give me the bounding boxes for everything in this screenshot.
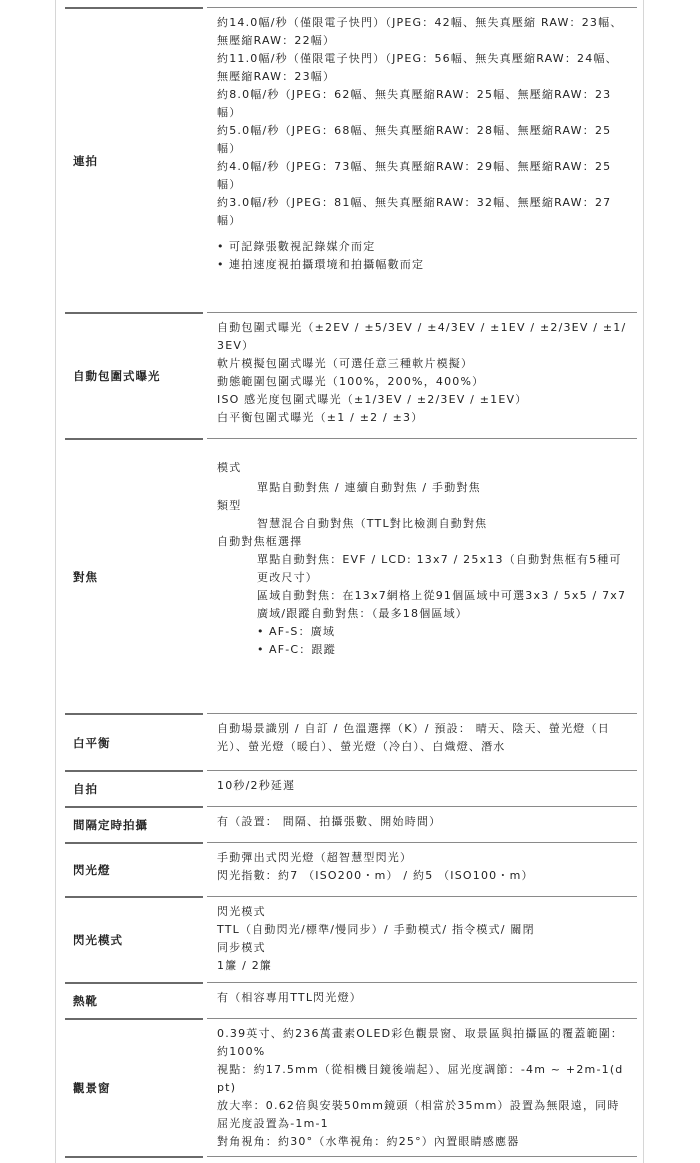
spec-line: ISO 感光度包圍式曝光（±1/3EV / ±2/3EV / ±1EV）: [217, 393, 528, 406]
spec-line: 1簾 / 2簾: [217, 959, 273, 972]
spec-row-focus: [65, 438, 637, 713]
spec-value: [207, 770, 637, 806]
spec-line: TTL（自動閃光/標準/慢同步）/ 手動模式/ 指令模式/ 關閉: [217, 923, 535, 936]
bullet-icon: •: [217, 258, 225, 271]
focus-mode-value: 單點自動對焦 / 連續自動對焦 / 手動對焦: [257, 481, 481, 494]
spec-row-flash-mode: [65, 896, 637, 982]
spec-line: 有（設置： 間隔、拍攝張數、開始時間）: [217, 815, 442, 828]
spec-line: 自動包圍式曝光（±2EV / ±5/3EV / ±4/3EV / ±1EV / ±2/3EV / ±1/3EV）: [217, 321, 627, 352]
spec-line: 閃光指數：約7 （ISO200・m） / 約5 （ISO100・m）: [217, 869, 534, 882]
note-item: • 可記錄張數視記錄媒介而定: [217, 238, 629, 256]
bullet-icon: •: [257, 643, 265, 656]
spec-line: 有（相容專用TTL閃光燈）: [217, 991, 362, 1004]
spec-value: [207, 713, 637, 770]
spec-value: [207, 438, 637, 713]
spec-line: 動態範圍包圍式曝光（100%，200%，400%）: [217, 375, 485, 388]
spec-value: [207, 1018, 637, 1156]
spec-value: [207, 842, 637, 896]
bullet-icon: •: [257, 625, 265, 638]
spec-label: 自動包圍式曝光: [65, 312, 203, 438]
focus-frame-line: 廣域/跟蹤自動對焦：（最多18個區域）: [257, 607, 469, 620]
focus-mode-title: 模式: [217, 461, 242, 474]
focus-frame-title: 自動對焦框選擇: [217, 535, 303, 548]
focus-frame-line: 區域自動對焦：在13x7網格上從91個區域中可選3x3 / 5x5 / 7x7: [257, 589, 627, 602]
focus-type-value: 智慧混合自動對焦（TTL對比檢測自動對焦: [257, 517, 488, 530]
spec-row-self-timer: [65, 770, 637, 806]
focus-bullet-item: • AF-C：跟蹤: [217, 641, 629, 659]
spec-row-interval-shooting: [65, 806, 637, 842]
spec-value: [207, 806, 637, 842]
spec-label: 間隔定時拍攝: [65, 806, 203, 842]
spec-line: 白平衡包圍式曝光（±1 / ±2 / ±3）: [217, 411, 424, 424]
spec-line: 自動場景識別 / 自訂 / 色溫選擇（K）/ 預設： 晴天、陰天、螢光燈（日光）、螢光燈（暖白）、螢光燈（冷白）、白熾燈、潛水: [217, 722, 610, 753]
spec-line: 同步模式: [217, 941, 266, 954]
spec-row-white-balance: [65, 713, 637, 770]
spec-row-continuous-shooting: [65, 7, 637, 312]
spec-line: 約11.0幅/秒（僅限電子快門）（JPEG：56幅、無失真壓縮RAW：24幅、無壓縮RAW：23幅）: [217, 52, 618, 83]
spec-row-auto-bracketing: [65, 312, 637, 438]
spec-line: 約5.0幅/秒（JPEG：68幅、無失真壓縮RAW：28幅、無壓縮RAW：25幅）: [217, 124, 612, 155]
spec-label: 閃光模式: [65, 896, 203, 982]
spec-table-bottom: [65, 1156, 637, 1158]
spec-label: 自拍: [65, 770, 203, 806]
bullet-icon: •: [217, 240, 225, 253]
spec-line: 約8.0幅/秒（JPEG：62幅、無失真壓縮RAW：25幅、無壓縮RAW：23幅）: [217, 88, 612, 119]
focus-bullet-item: • AF-S：廣域: [217, 623, 629, 641]
spec-line: 手動彈出式閃光燈（超智慧型閃光）: [217, 851, 413, 864]
spec-row-viewfinder: [65, 1018, 637, 1156]
spec-line: 約14.0幅/秒（僅限電子快門）（JPEG：42幅、無失真壓縮 RAW：23幅、無壓縮RAW：22幅）: [217, 16, 623, 47]
spec-line: 10秒/2秒延遲: [217, 779, 296, 792]
spec-line: 閃光模式: [217, 905, 266, 918]
spec-row-flash: [65, 842, 637, 896]
note-item: • 連拍速度視拍攝環境和拍攝幅數而定: [217, 256, 629, 274]
spec-value: [207, 7, 637, 312]
focus-frame-line: 單點自動對焦：EVF / LCD: 13x7 / 25x13（自動對焦框有5種可更改尺寸）: [257, 553, 622, 584]
spec-line: 約4.0幅/秒（JPEG：73幅、無失真壓縮RAW：29幅、無壓縮RAW：25幅）: [217, 160, 612, 191]
spec-label: 熱靴: [65, 982, 203, 1018]
spec-value: [207, 312, 637, 438]
spec-line: 對角視角：約30°（水準視角：約25°）內置眼睛感應器: [217, 1135, 520, 1148]
spec-label: 觀景窗: [65, 1018, 203, 1156]
spec-label: 閃光燈: [65, 842, 203, 896]
spec-table: [65, 7, 637, 1158]
spec-line: 視點：約17.5mm（從相機目鏡後端起）、屈光度調節：-4m ~ +2m-1(dpt): [217, 1063, 624, 1094]
spec-label: 對焦: [65, 438, 203, 713]
focus-type-title: 類型: [217, 499, 242, 512]
spec-line: 0.39英寸、約236萬畫素OLED彩色觀景窗、取景區與拍攝區的覆蓋範圍：約100%: [217, 1027, 624, 1058]
spec-label: 白平衡: [65, 713, 203, 770]
spec-value: [207, 982, 637, 1018]
spec-label: 連拍: [65, 7, 203, 312]
spec-line: 軟片模擬包圍式曝光（可選任意三種軟片模擬）: [217, 357, 474, 370]
spec-line: 放大率：0.62倍與安裝50mm鏡頭（相當於35mm）設置為無限遠，同時屈光度設置為-1m-1: [217, 1099, 620, 1130]
spec-line: 約3.0幅/秒（JPEG：81幅、無失真壓縮RAW：32幅、無壓縮RAW：27幅）: [217, 196, 612, 227]
spec-row-hot-shoe: [65, 982, 637, 1018]
spec-value: [207, 896, 637, 982]
